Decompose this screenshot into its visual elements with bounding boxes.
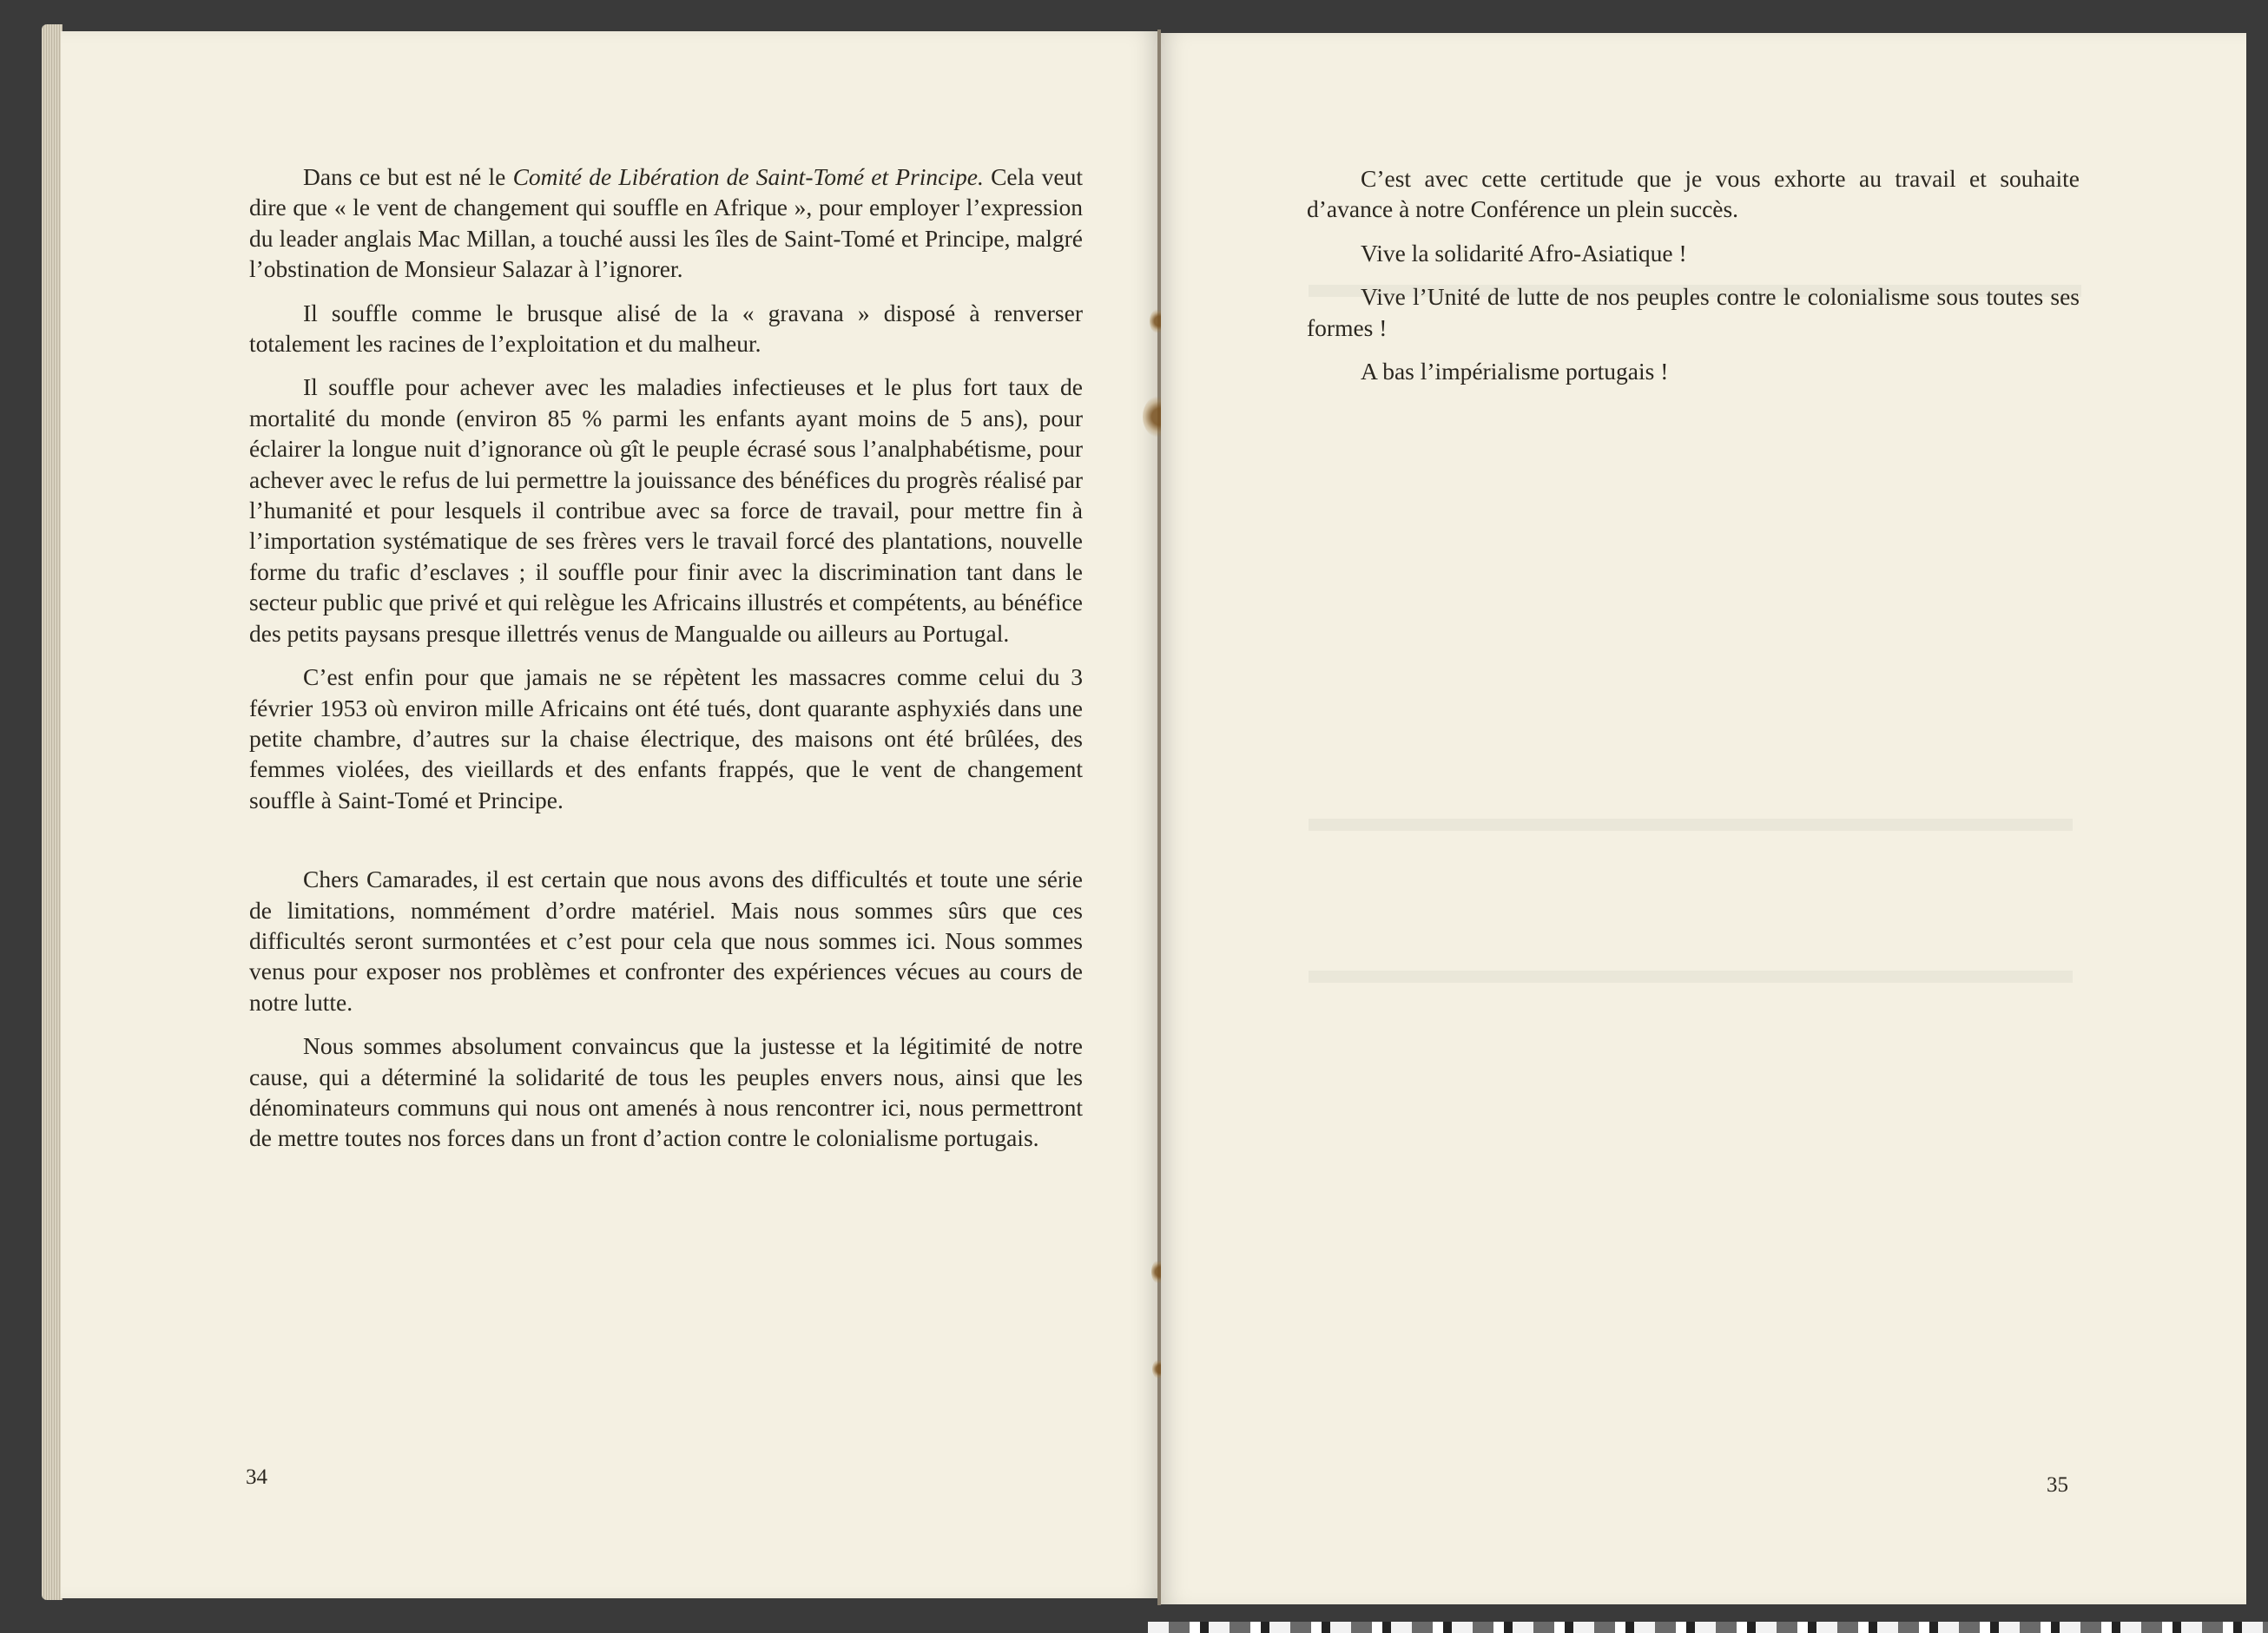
paragraph: Il souffle comme le brusque alisé de la « gravana » disposé à renverser totalement les racines de l’exploitation et du malheur. [249,299,1083,358]
paragraph: Chers Camarades, il est certain que nous avons des difficultés et toute une série de limitations, nommément d’ordre matériel. Mais nous sommes sûrs que ces difficultés seront surmontées et c’est pour cela que nous sommes ici. Nous sommes venus pour exposer nos problèmes et confronter des expériences vécues au cours de notre lutte. [249,866,1083,1016]
paragraph: Il souffle pour achever avec les maladies infectieuses et le plus fort taux de mortalité du monde (environ 85 % parmi les enfants ayant moins de 5 ans), pour éclairer la longue nuit d’ignorance où gît le peuple écrasé sous l’analphabétisme, pour achever avec le refus de lui permettre la jouissance des bénéfices du progrès réalisé par l’humanité et pour lesquels il contribue avec sa force de travail, pour mettre fin à l’importation systématique de ses frères vers le travail forcé des plantations, nouvelle forme du trafic d’esclaves ; il souffle pour finir avec la discrimination tant dans le secteur public que privé et qui relègue les Africains illustrés et compétents, au bénéfice des petits paysans presque illettrés venus de Mangualde ou ailleurs au Portugal. [249,373,1083,647]
right-page [1161,33,2246,1604]
committee-name: Comité de Libération de Saint-Tomé et Principe. [512,163,984,190]
paragraph: Vive l’Unité de lutte de nos peuples contre le colonialisme sous toutes ses formes ! [1307,283,2080,341]
paragraph: Dans ce but est né le Comité de Libération de Saint-Tomé et Principe. Cela veut dire que « le vent de changement qui souffle en Afrique », pour employer l’expression du leader anglais Mac Millan, a touché aussi les îles de Saint-Tomé et Principe, malgré l’obstination de Monsieur Salazar à l’ignorer. [249,163,1083,283]
paragraph: Vive la solidarité Afro-Asiatique ! [1361,239,1687,267]
left-page-body [249,161,1083,1167]
paragraph: C’est avec cette certitude que je vous exhorte au travail et souhaite d’avance à notre Conférence un plein succès. [1307,165,2080,223]
show-through [1309,819,2073,831]
right-page-body [1307,163,2080,399]
paragraph: Nous sommes absolument convaincus que la justesse et la légitimité de notre cause, qui a déterminé la solidarité de tous les peuples envers nous, ainsi que les dénominateurs communs qui nous ont amenés à nous rencontrer ici, nous permettront de mettre toutes nos forces dans un front d’action contre le colonialisme portugais. [249,1032,1083,1152]
show-through [1309,971,2073,983]
page-number: 35 [2047,1473,2068,1497]
paragraph: C’est enfin pour que jamais ne se répètent les massacres comme celui du 3 février 1953 où environ mille Africains ont été tués, dont quarante asphyxiés dans une petite chambre, d’autres sur la chaise électrique, des maisons ont été brûlées, des femmes violées, des vieillards et des enfants frappés, que le vent de changement souffle à Saint-Tomé et Principe. [249,663,1083,813]
page-number: 34 [246,1465,267,1489]
scan-color-bar [1148,1622,2268,1633]
book-page-edges [42,24,63,1600]
left-page [61,31,1157,1598]
paragraph: A bas l’impérialisme portugais ! [1361,358,1669,385]
